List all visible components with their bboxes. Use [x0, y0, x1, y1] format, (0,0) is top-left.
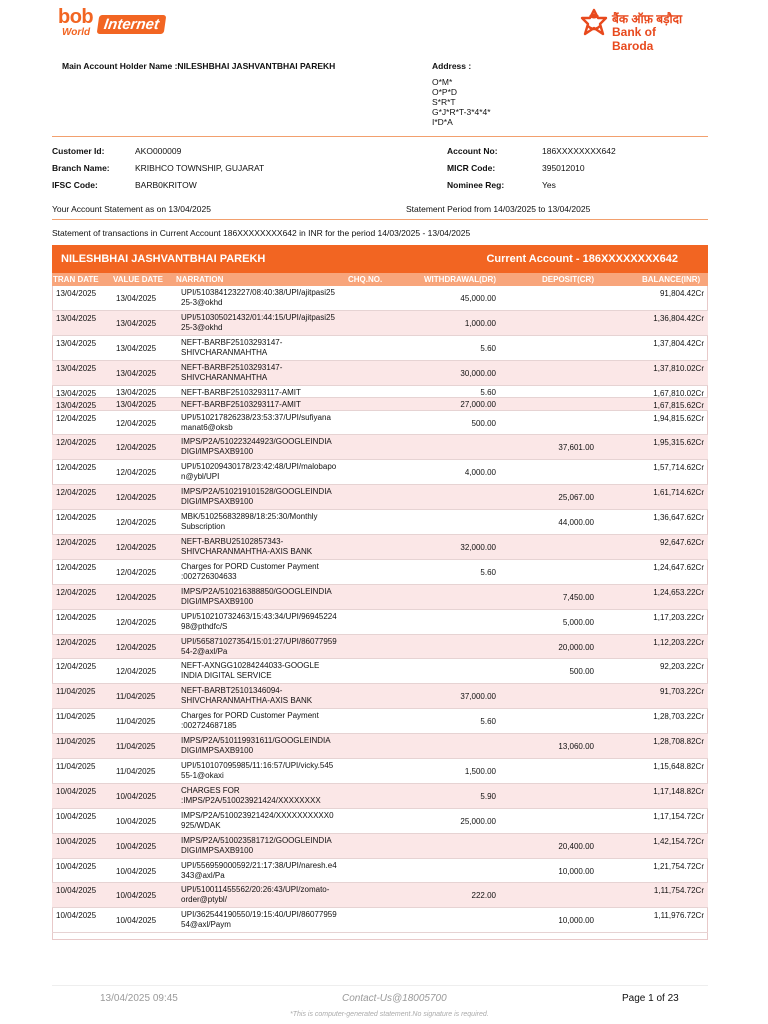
- narration-line: IMPS/P2A/510023581712/GOOGLEINDIA: [181, 835, 332, 845]
- value-date-cell: 12/04/2025: [116, 443, 157, 453]
- narration-line: 343@axl/Pa: [181, 870, 225, 880]
- branch-name-value: KRIBHCO TOWNSHIP, GUJARAT: [135, 163, 265, 173]
- table-row: [52, 859, 708, 884]
- narration-cell: [181, 686, 312, 706]
- value-date-cell: 11/04/2025: [116, 692, 156, 702]
- narration-line: SHIVCHARANMAHTHA: [181, 372, 268, 382]
- tran-date-cell: 10/04/2025: [56, 861, 97, 871]
- value-date-cell: 12/04/2025: [116, 418, 157, 428]
- col-chq-no: CHQ.NO.: [348, 275, 383, 284]
- tran-date-cell: 12/04/2025: [56, 538, 97, 548]
- table-row: [52, 809, 708, 834]
- narration-line: DIGI/IMPSAXB9100: [181, 596, 254, 606]
- table-row: [52, 510, 708, 535]
- value-date-cell: 10/04/2025: [116, 916, 157, 926]
- narration-line: 98@pthdfc/S: [181, 621, 228, 631]
- tran-date-cell: 11/04/2025: [56, 687, 96, 697]
- balance-cell: 1,67,810.02Cr: [653, 388, 704, 398]
- ifsc-code-value: BARB0KRITOW: [135, 180, 197, 190]
- narration-cell: [181, 363, 282, 383]
- tran-date-cell: 13/04/2025: [56, 363, 97, 373]
- narration-cell: [181, 562, 319, 582]
- narration-line: NEFT-BARBT25101346094-: [181, 686, 283, 696]
- narration-cell: [181, 861, 337, 881]
- balance-cell: 91,804.42Cr: [659, 289, 704, 298]
- address-line: O*M*: [432, 77, 453, 87]
- withdrawal-cell: 5.60: [480, 567, 496, 577]
- balance-cell: 92,647.62Cr: [659, 538, 704, 548]
- tran-date-cell: 13/04/2025: [56, 401, 97, 411]
- value-date-cell: 13/04/2025: [116, 387, 157, 397]
- statement-description: Statement of transactions in Current Account 186XXXXXXXX642 in INR for the period 14/03/2025 - 13/04/2025: [52, 228, 471, 238]
- value-date-cell: 11/04/2025: [116, 717, 156, 727]
- narration-line: Charges for PORD Customer Payment: [181, 561, 319, 571]
- withdrawal-cell: 45,000.00: [460, 294, 496, 303]
- withdrawal-cell: 27,000.00: [460, 400, 496, 410]
- narration-line: MBK/510256832898/18:25:30/Monthly: [181, 512, 318, 522]
- balance-cell: 1,36,804.42Cr: [653, 313, 704, 323]
- table-row: [52, 908, 708, 933]
- narration-line: DIGI/IMPSAXB9100: [181, 845, 254, 855]
- table-row: [52, 460, 708, 485]
- withdrawal-cell: 5.60: [480, 387, 496, 397]
- narration-line: UPI/510217826238/23:53:37/UPI/sufiyana: [181, 412, 331, 422]
- tran-date-cell: 12/04/2025: [56, 637, 97, 647]
- value-date-cell: 10/04/2025: [116, 816, 157, 826]
- balance-cell: 1,11,754.72Cr: [653, 886, 704, 896]
- narration-cell: [181, 462, 336, 482]
- balance-cell: 1,37,810.02Cr: [653, 363, 704, 373]
- withdrawal-cell: 25,000.00: [460, 816, 496, 826]
- value-date-cell: 13/04/2025: [116, 318, 157, 328]
- footer-page-number: Page 1 of 23: [622, 993, 679, 1004]
- deposit-cell: 10,000.00: [558, 866, 594, 876]
- table-row: [52, 635, 708, 660]
- narration-cell: [181, 400, 301, 410]
- table-row: [52, 361, 708, 386]
- address-line: I*D*A: [432, 117, 453, 127]
- table-row: [52, 560, 708, 585]
- table-row: [52, 734, 708, 759]
- table-row: [52, 386, 708, 399]
- narration-cell: [181, 811, 334, 831]
- narration-line: 925/WDAK: [181, 820, 221, 830]
- narration-cell: [181, 512, 318, 532]
- internet-logo-badge: Internet: [97, 15, 167, 34]
- narration-line: IMPS/P2A/510119931611/GOOGLEINDIA: [181, 736, 331, 746]
- narration-cell: [181, 388, 301, 398]
- table-row: [52, 684, 708, 709]
- tran-date-cell: 12/04/2025: [56, 562, 97, 572]
- balance-cell: 1,36,647.62Cr: [653, 513, 704, 523]
- balance-cell: 1,15,648.82Cr: [653, 762, 704, 772]
- withdrawal-cell: 30,000.00: [460, 368, 496, 378]
- narration-cell: [181, 338, 282, 358]
- balance-cell: 1,12,203.22Cr: [653, 637, 704, 647]
- narration-cell: [181, 612, 337, 632]
- narration-line: INDIA DIGITAL SERVICE: [181, 671, 272, 681]
- tran-date-cell: 12/04/2025: [56, 612, 97, 622]
- deposit-cell: 7,450.00: [562, 592, 594, 602]
- narration-line: UPI/510305021432/01:44:15/UPI/ajitpasi25: [181, 312, 335, 322]
- narration-line: UPI/510209430178/23:42:48/UPI/malobapo: [181, 462, 337, 472]
- narration-line: n@ybl/UPI: [181, 472, 220, 482]
- narration-line: manat6@oksb: [181, 422, 233, 432]
- narration-cell: [181, 413, 331, 433]
- withdrawal-cell: 37,000.00: [460, 692, 496, 702]
- narration-line: :002726304633: [181, 571, 237, 581]
- bob-logo-text: bob: [58, 6, 94, 28]
- withdrawal-cell: 222.00: [471, 891, 496, 901]
- balance-cell: 1,21,754.72Cr: [653, 861, 704, 871]
- balance-cell: 1,24,647.62Cr: [653, 562, 704, 572]
- narration-cell: [181, 587, 332, 607]
- narration-line: NEFT-BARBF25103293117-AMIT: [181, 400, 301, 410]
- tran-date-cell: 11/04/2025: [56, 762, 96, 772]
- narration-cell: [181, 537, 312, 557]
- balance-cell: 1,11,976.72Cr: [653, 911, 704, 921]
- narration-line: Subscription: [181, 522, 226, 532]
- table-row: [52, 834, 708, 859]
- narration-cell: [181, 437, 332, 457]
- narration-cell: [181, 661, 319, 681]
- value-date-cell: 12/04/2025: [116, 518, 157, 528]
- customer-id-value: AKO000009: [135, 146, 182, 156]
- balance-cell: 1,28,708.82Cr: [653, 737, 704, 747]
- ifsc-code-label: IFSC Code:: [52, 180, 98, 190]
- narration-line: :IMPS/P2A/510023921424/XXXXXXXX: [181, 795, 321, 805]
- balance-cell: 1,61,714.62Cr: [653, 488, 704, 498]
- withdrawal-cell: 1,000.00: [464, 318, 496, 328]
- divider: [52, 136, 708, 137]
- narration-cell: [181, 885, 329, 905]
- withdrawal-cell: 1,500.00: [464, 767, 496, 777]
- narration-cell: [181, 786, 321, 806]
- balance-cell: 1,67,815.62Cr: [653, 401, 704, 411]
- bob-world-internet-logo: [58, 6, 174, 38]
- narration-line: :002724687185: [181, 721, 237, 731]
- table-row: [52, 784, 708, 809]
- table-row: [52, 585, 708, 610]
- address-label: Address :: [432, 61, 472, 71]
- table-holder-name: NILESHBHAI JASHVANTBHAI PAREKH: [61, 253, 266, 265]
- deposit-cell: 500.00: [569, 667, 594, 677]
- balance-cell: 1,37,804.42Cr: [653, 338, 704, 348]
- narration-line: SHIVCHARANMAHTHA-AXIS BANK: [181, 696, 313, 706]
- value-date-cell: 11/04/2025: [116, 767, 156, 777]
- table-row: [52, 286, 708, 311]
- narration-cell: [181, 487, 332, 507]
- narration-line: UPI/362544190550/19:15:40/UPI/86077959: [181, 910, 337, 920]
- col-balance: BALANCE(INR): [642, 275, 701, 284]
- bank-name: Bank of Baroda: [612, 25, 657, 53]
- withdrawal-cell: 500.00: [471, 418, 496, 428]
- narration-line: NEFT-BARBF25103293147-: [181, 337, 283, 347]
- value-date-cell: 12/04/2025: [116, 543, 157, 553]
- value-date-cell: 13/04/2025: [116, 368, 157, 378]
- tran-date-cell: 13/04/2025: [56, 289, 97, 298]
- micr-code-value: 395012010: [542, 163, 585, 173]
- divider: [52, 219, 708, 220]
- narration-line: CHARGES FOR: [181, 785, 240, 795]
- narration-line: NEFT-BARBF25103293147-: [181, 362, 283, 372]
- deposit-cell: 13,060.00: [558, 742, 594, 752]
- value-date-cell: 10/04/2025: [116, 866, 157, 876]
- col-narration: NARRATION: [176, 275, 224, 284]
- tran-date-cell: 11/04/2025: [56, 737, 96, 747]
- narration-cell: [181, 736, 331, 756]
- balance-cell: 1,94,815.62Cr: [653, 413, 704, 423]
- account-no-value: 186XXXXXXXX642: [542, 146, 616, 156]
- value-date-cell: 10/04/2025: [116, 791, 157, 801]
- balance-cell: 1,17,154.72Cr: [653, 811, 704, 821]
- narration-line: NEFT-BARBU25102857343-: [181, 537, 284, 547]
- narration-line: IMPS/P2A/510223244923/GOOGLEINDIA: [181, 437, 332, 447]
- table-row: [52, 398, 708, 411]
- statement-as-on: Your Account Statement as on 13/04/2025: [52, 204, 211, 214]
- deposit-cell: 20,400.00: [558, 841, 594, 851]
- tran-date-cell: 12/04/2025: [56, 587, 97, 597]
- col-withdrawal: WITHDRAWAL(DR): [424, 275, 496, 284]
- balance-cell: 1,24,653.22Cr: [653, 587, 704, 597]
- footer-divider: [52, 985, 708, 986]
- table-row: [52, 411, 708, 436]
- value-date-cell: 13/04/2025: [116, 343, 157, 353]
- narration-line: DIGI/IMPSAXB9100: [181, 447, 254, 457]
- deposit-cell: 10,000.00: [558, 916, 594, 926]
- value-date-cell: 12/04/2025: [116, 493, 157, 503]
- narration-cell: [181, 288, 335, 308]
- deposit-cell: 37,601.00: [558, 443, 594, 453]
- narration-line: 25-3@okhd: [181, 298, 223, 307]
- deposit-cell: 25,067.00: [558, 493, 594, 503]
- withdrawal-cell: 5.60: [480, 343, 496, 353]
- tran-date-cell: 10/04/2025: [56, 786, 97, 796]
- tran-date-cell: 10/04/2025: [56, 886, 97, 896]
- deposit-cell: 20,000.00: [558, 642, 594, 652]
- table-row: [52, 336, 708, 361]
- address-line: G*J*R*T-3*4*4*: [432, 107, 491, 117]
- footer-contact: Contact-Us@18005700: [342, 993, 447, 1004]
- footer-date: 13/04/2025 09:45: [100, 993, 178, 1004]
- narration-line: UPI/510384123227/08:40:38/UPI/ajitpasi25: [181, 288, 335, 297]
- narration-line: UPI/510107095985/11:16:57/UPI/vicky.545: [181, 761, 334, 771]
- narration-cell: [181, 711, 319, 731]
- value-date-cell: 10/04/2025: [116, 841, 157, 851]
- tran-date-cell: 12/04/2025: [56, 662, 97, 672]
- narration-line: SHIVCHARANMAHTHA: [181, 347, 268, 357]
- withdrawal-cell: 5.90: [480, 791, 496, 801]
- customer-id-label: Customer Id:: [52, 146, 105, 156]
- table-body: [52, 286, 708, 933]
- table-account-title: Current Account - 186XXXXXXXX642: [486, 253, 678, 265]
- narration-line: IMPS/P2A/510216388850/GOOGLEINDIA: [181, 586, 332, 596]
- narration-line: 54-2@axl/Pa: [181, 646, 228, 656]
- balance-cell: 1,17,203.22Cr: [653, 612, 704, 622]
- col-tran-date: TRAN DATE: [53, 275, 99, 284]
- baroda-sun-icon: [580, 8, 608, 38]
- narration-cell: [181, 637, 337, 657]
- value-date-cell: 12/04/2025: [116, 667, 157, 677]
- value-date-cell: 12/04/2025: [116, 468, 157, 478]
- narration-cell: [181, 313, 335, 333]
- balance-cell: 1,95,315.62Cr: [653, 438, 704, 448]
- tran-date-cell: 10/04/2025: [56, 811, 97, 821]
- table-row: [52, 759, 708, 784]
- narration-cell: [181, 836, 332, 856]
- narration-cell: [181, 910, 337, 930]
- value-date-cell: 13/04/2025: [116, 400, 157, 410]
- tran-date-cell: 13/04/2025: [56, 338, 97, 348]
- narration-line: UPI/565871027354/15:01:27/UPI/86077959: [181, 636, 337, 646]
- narration-line: SHIVCHARANMAHTHA-AXIS BANK: [181, 547, 313, 557]
- balance-cell: 91,703.22Cr: [659, 687, 704, 697]
- table-row: [52, 610, 708, 635]
- table-row: [52, 709, 708, 734]
- statement-period: Statement Period from 14/03/2025 to 13/04/2025: [406, 204, 591, 214]
- tran-date-cell: 13/04/2025: [56, 313, 97, 323]
- balance-cell: 1,17,148.82Cr: [653, 786, 704, 796]
- narration-line: order@ptybl/: [181, 895, 227, 905]
- table-row: [52, 485, 708, 510]
- value-date-cell: 10/04/2025: [116, 891, 157, 901]
- col-deposit: DEPOSIT(CR): [542, 275, 594, 284]
- address-line: O*P*D: [432, 87, 458, 97]
- table-row: [52, 659, 708, 684]
- deposit-cell: 5,000.00: [562, 617, 594, 627]
- narration-line: IMPS/P2A/510023921424/XXXXXXXXXX0: [181, 810, 334, 820]
- col-value-date: VALUE DATE: [113, 275, 163, 284]
- table-header-row: [52, 273, 708, 286]
- tran-date-cell: 12/04/2025: [56, 413, 97, 423]
- world-logo-text: World: [62, 27, 91, 38]
- narration-line: UPI/510210732463/15:43:34/UPI/96945224: [181, 611, 337, 621]
- balance-cell: 92,203.22Cr: [659, 662, 704, 672]
- bank-name-hindi: बैंक ऑफ़ बड़ौदा: [612, 12, 683, 26]
- tran-date-cell: 10/04/2025: [56, 911, 97, 921]
- narration-line: DIGI/IMPSAXB9100: [181, 746, 254, 756]
- balance-cell: 1,42,154.72Cr: [653, 836, 704, 846]
- address-line: S*R*T: [432, 97, 456, 107]
- table-row: [52, 435, 708, 460]
- value-date-cell: 12/04/2025: [116, 592, 157, 602]
- nominee-reg-value: Yes: [542, 180, 556, 190]
- narration-line: UPI/556959000592/21:17:38/UPI/naresh.e4: [181, 860, 337, 870]
- tran-date-cell: 12/04/2025: [56, 513, 97, 523]
- tran-date-cell: 12/04/2025: [56, 438, 97, 448]
- balance-cell: 1,57,714.62Cr: [653, 463, 704, 473]
- branch-name-label: Branch Name:: [52, 163, 110, 173]
- account-no-label: Account No:: [447, 146, 498, 156]
- table-row: [52, 883, 708, 908]
- tran-date-cell: 12/04/2025: [56, 488, 97, 498]
- table-row: [52, 311, 708, 336]
- tran-date-cell: 12/04/2025: [56, 463, 97, 473]
- value-date-cell: 12/04/2025: [116, 617, 157, 627]
- nominee-reg-label: Nominee Reg:: [447, 180, 505, 190]
- balance-cell: 1,28,703.22Cr: [653, 712, 704, 722]
- value-date-cell: 11/04/2025: [116, 742, 156, 752]
- narration-line: 55-1@okaxi: [181, 771, 224, 781]
- account-holder-name: Main Account Holder Name :NILESHBHAI JASHVANTBHAI PAREKH: [62, 61, 336, 71]
- tran-date-cell: 13/04/2025: [56, 388, 97, 398]
- narration-line: 25-3@okhd: [181, 322, 223, 332]
- narration-line: NEFT-AXNGG10284244033-GOOGLE: [181, 661, 320, 671]
- value-date-cell: 13/04/2025: [116, 294, 157, 303]
- tran-date-cell: 10/04/2025: [56, 836, 97, 846]
- deposit-cell: 44,000.00: [558, 518, 594, 528]
- narration-cell: [181, 761, 333, 781]
- withdrawal-cell: 4,000.00: [464, 468, 496, 478]
- narration-line: IMPS/P2A/510219101528/GOOGLEINDIA: [181, 487, 332, 497]
- table-row: [52, 535, 708, 560]
- narration-line: NEFT-BARBF25103293117-AMIT: [181, 387, 301, 397]
- table-title-bar: [52, 245, 708, 273]
- footer-note: *This is computer-generated statement.No signature is required.: [290, 1011, 489, 1018]
- value-date-cell: 12/04/2025: [116, 642, 157, 652]
- narration-line: 54@axl/Paym: [181, 920, 231, 930]
- withdrawal-cell: 32,000.00: [460, 543, 496, 553]
- narration-line: DIGI/IMPSAXB9100: [181, 497, 254, 507]
- tran-date-cell: 11/04/2025: [56, 712, 96, 722]
- bank-of-baroda-logo: [580, 8, 695, 53]
- micr-code-label: MICR Code:: [447, 163, 496, 173]
- narration-line: UPI/510011455562/20:26:43/UPI/zomato-: [181, 885, 330, 895]
- narration-line: Charges for PORD Customer Payment: [181, 711, 319, 721]
- value-date-cell: 12/04/2025: [116, 567, 157, 577]
- withdrawal-cell: 5.60: [480, 717, 496, 727]
